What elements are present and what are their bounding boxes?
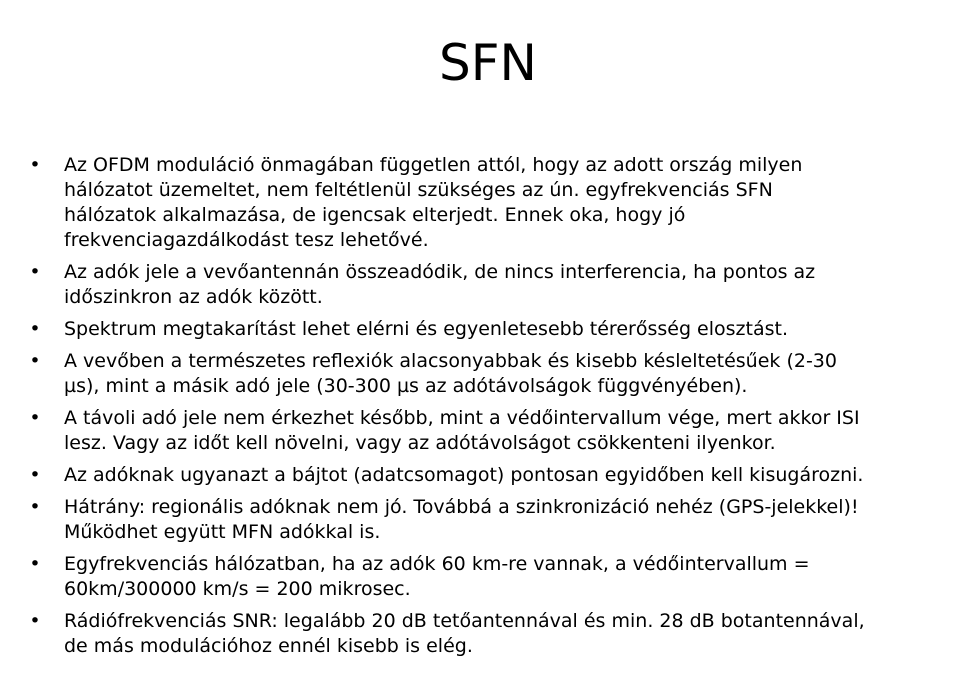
bullet-dot-icon: • [29,496,41,518]
bullet-text: A távoli adó jele nem érkezhet később, mint a védőintervallum vége, mert akkor ISI lesz. Vagy az időt kell növelni, vagy az adótávolságot csökkenteni ilyenkor. [64,407,860,454]
bullet-dot-icon: • [29,464,41,486]
bullet-item [28,406,958,456]
bullet-text: Hátrány: regionális adóknak nem jó. Továbbá a szinkronizáció nehéz (GPS-jelekkel)! Működhet együtt MFN adókkal is. [64,496,859,543]
bullet-dot-icon: • [29,407,41,429]
bullet-item [28,317,958,342]
bullet-text: Egyfrekvenciás hálózatban, ha az adók 60 km-re vannak, a védőintervallum = 60km/300000 km/s = 200 mikrosec. [64,553,810,600]
bullet-item [28,552,958,602]
bullet-dot-icon: • [29,318,41,340]
bullet-dot-icon: • [29,154,41,176]
bullet-text: Az adók jele a vevőantennán összeadódik, de nincs interferencia, ha pontos az időszinkron az adók között. [64,261,816,308]
bullet-text: Spektrum megtakarítást lehet elérni és egyenletesebb térerősség elosztást. [64,318,788,340]
bullet-item [28,609,958,659]
bullet-list [28,153,958,666]
bullet-item [28,463,958,488]
bullet-dot-icon: • [29,350,41,372]
bullet-text: Az OFDM moduláció önmagában független attól, hogy az adott ország milyen hálózatot üzemeltet, nem feltétlenül szükséges az ún. egyfrekvenciás SFN hálózatok alkalmazása, de igencsak elterjedt. Ennek oka, hogy jó frekvenciagazdálkodást tesz lehetővé. [64,154,803,251]
bullet-dot-icon: • [29,261,41,283]
bullet-item [28,495,958,545]
bullet-item [28,153,958,253]
bullet-text: Az adóknak ugyanazt a bájtot (adatcsomagot) pontosan egyidőben kell kisugározni. [64,464,864,486]
bullet-item [28,349,958,399]
bullet-item [28,260,958,310]
bullet-dot-icon: • [29,553,41,575]
bullet-dot-icon: • [29,610,41,632]
bullet-text: Rádiófrekvenciás SNR: legalább 20 dB tetőantennával és min. 28 dB botantennával, de más modulációhoz ennél kisebb is elég. [64,610,865,657]
bullet-text: A vevőben a természetes reflexiók alacsonyabbak és kisebb késleltetésűek (2-30 µs), mint a másik adó jele (30-300 µs az adótávolságok függvényében). [64,350,837,397]
slide-title: SFN [439,34,537,92]
